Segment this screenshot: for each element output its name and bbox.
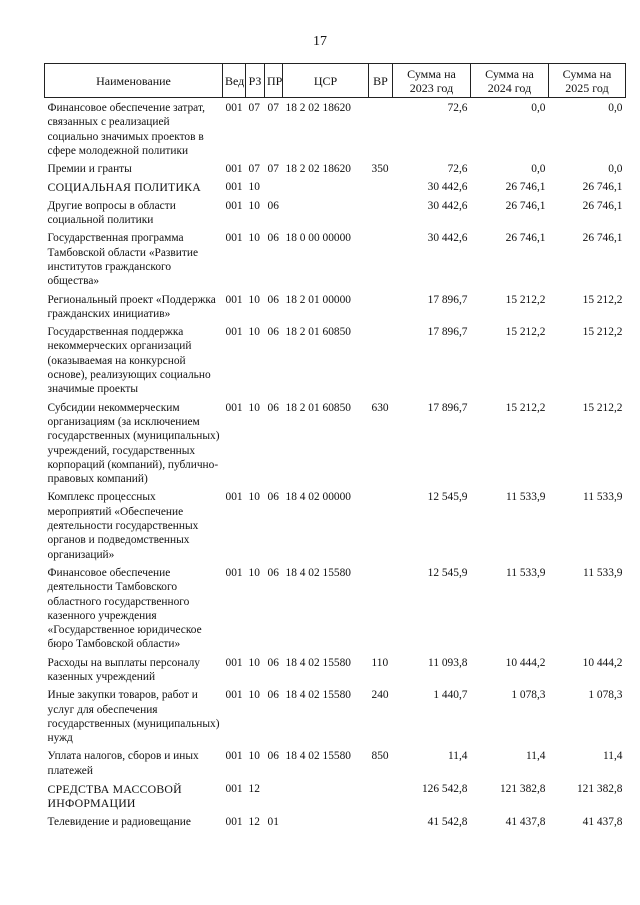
row-rz: 10 bbox=[248, 181, 260, 194]
budget-table bbox=[44, 63, 626, 831]
row-sum-2023: 72,6 bbox=[447, 163, 468, 176]
row-sum-2023: 72,6 bbox=[447, 102, 468, 114]
row-sum-2023: 12 545,9 bbox=[427, 491, 468, 504]
row-rz: 07 bbox=[248, 102, 260, 114]
row-csr: 18 0 00 00000 bbox=[285, 232, 351, 245]
row-rz: 10 bbox=[248, 199, 260, 212]
row-name: СОЦИАЛЬНАЯ ПОЛИТИКА bbox=[47, 180, 201, 195]
row-sum-2023: 17 896,7 bbox=[427, 401, 468, 414]
row-pr bbox=[265, 178, 283, 196]
row-sum-2024: 26 746,1 bbox=[505, 181, 546, 194]
row-sum-2025: 11 533,9 bbox=[583, 491, 623, 504]
header-sum-2023: Сумма на 2023 год bbox=[393, 64, 471, 98]
row-sum-2025: 121 382,8 bbox=[576, 783, 623, 796]
row-pr: 06 bbox=[267, 689, 279, 702]
row-sum-2023: 30 442,6 bbox=[427, 199, 468, 212]
row-sum-2025: 0,0 bbox=[608, 102, 623, 114]
row-name: Телевидение и радиовещание bbox=[47, 815, 191, 828]
row-ved: 001 bbox=[225, 163, 243, 176]
table-row bbox=[45, 197, 626, 230]
row-sum-2024: 26 746,1 bbox=[505, 232, 546, 245]
header-rz: РЗ bbox=[246, 64, 265, 98]
row-name: Расходы на выплаты персоналу казенных учреждений bbox=[47, 656, 200, 683]
table-row bbox=[45, 178, 626, 196]
row-sum-2023: 11,4 bbox=[447, 750, 468, 763]
row-sum-2024: 10 444,2 bbox=[505, 656, 546, 669]
row-sum-2023: 30 442,6 bbox=[427, 232, 468, 245]
header-sum-2025: Сумма на 2025 год bbox=[549, 64, 626, 98]
row-vr: 110 bbox=[371, 656, 389, 669]
row-name: Субсидии некоммерческим организациям (за исключением государственных (муниципальных) учреждений, государственных корпораций (компаний), публично-правовых компаний) bbox=[47, 401, 220, 486]
table-row bbox=[45, 291, 626, 324]
row-name: Региональный проект «Поддержка гражданских инициатив» bbox=[47, 293, 216, 320]
header-vr: ВР bbox=[369, 64, 393, 98]
header-ved: Вед bbox=[223, 64, 246, 98]
row-ved: 001 bbox=[225, 656, 243, 669]
row-ved: 001 bbox=[225, 199, 243, 212]
row-vr bbox=[369, 229, 393, 290]
table-row bbox=[45, 747, 626, 780]
page-number: 17 bbox=[313, 34, 327, 49]
row-sum-2024: 0,0 bbox=[531, 163, 546, 176]
row-csr bbox=[283, 780, 369, 813]
row-sum-2025: 15 212,2 bbox=[582, 326, 623, 339]
row-sum-2025: 10 444,2 bbox=[582, 656, 623, 669]
row-sum-2023: 41 542,8 bbox=[427, 815, 468, 828]
row-name: Финансовое обеспечение затрат, связанных с реализацией социально значимых проектов в сфере молодежной политики bbox=[47, 102, 205, 157]
row-rz: 10 bbox=[248, 566, 260, 579]
row-pr: 06 bbox=[267, 401, 279, 414]
row-sum-2023: 12 545,9 bbox=[427, 566, 468, 579]
row-pr: 07 bbox=[267, 163, 279, 176]
row-pr: 06 bbox=[267, 293, 279, 306]
header-pr: ПР bbox=[265, 64, 283, 98]
row-csr: 18 4 02 15580 bbox=[285, 750, 351, 763]
row-rz: 12 bbox=[248, 815, 260, 828]
row-rz: 10 bbox=[248, 491, 260, 504]
row-sum-2024: 0,0 bbox=[531, 102, 546, 114]
row-ved: 001 bbox=[225, 401, 243, 414]
row-ved: 001 bbox=[225, 326, 243, 339]
row-ved: 001 bbox=[225, 566, 243, 579]
row-csr bbox=[283, 813, 369, 831]
row-sum-2025: 41 437,8 bbox=[582, 815, 623, 828]
row-rz: 10 bbox=[248, 326, 260, 339]
row-pr: 06 bbox=[267, 199, 279, 212]
table-row bbox=[45, 399, 626, 489]
row-pr: 06 bbox=[267, 656, 279, 669]
row-pr: 06 bbox=[267, 326, 279, 339]
row-ved: 001 bbox=[225, 783, 243, 796]
row-vr bbox=[369, 197, 393, 230]
row-ved: 001 bbox=[225, 232, 243, 245]
row-sum-2025: 26 746,1 bbox=[582, 199, 623, 212]
row-sum-2024: 15 212,2 bbox=[505, 293, 546, 306]
row-name: Финансовое обеспечение деятельности Тамбовского областного государственного казенного учреждения «Государственное юридическое бюро Тамбовской области» bbox=[47, 566, 202, 651]
row-csr: 18 4 02 15580 bbox=[285, 566, 351, 579]
row-csr: 18 4 02 15580 bbox=[285, 656, 351, 669]
row-sum-2023: 126 542,8 bbox=[421, 783, 468, 796]
header-sum-2024: Сумма на 2024 год bbox=[471, 64, 549, 98]
header-name: Наименование bbox=[45, 64, 223, 98]
table-row bbox=[45, 160, 626, 178]
row-ved: 001 bbox=[225, 293, 243, 306]
row-rz: 10 bbox=[248, 656, 260, 669]
row-ved: 001 bbox=[225, 181, 243, 194]
table-row bbox=[45, 813, 626, 831]
row-csr bbox=[283, 197, 369, 230]
row-pr bbox=[265, 780, 283, 813]
row-rz: 10 bbox=[248, 750, 260, 763]
row-vr: 350 bbox=[371, 163, 389, 176]
row-pr: 06 bbox=[267, 232, 279, 245]
row-csr: 18 2 02 18620 bbox=[285, 102, 351, 114]
row-vr bbox=[369, 780, 393, 813]
table-row bbox=[45, 686, 626, 747]
row-sum-2023: 11 093,8 bbox=[428, 656, 468, 669]
row-vr: 850 bbox=[371, 750, 389, 763]
row-vr bbox=[369, 291, 393, 324]
row-sum-2023: 30 442,6 bbox=[427, 181, 468, 194]
row-sum-2024: 11 533,9 bbox=[506, 491, 546, 504]
row-vr bbox=[369, 178, 393, 196]
row-name: Комплекс процессных мероприятий «Обеспечение деятельности государственных органов и подведомственных организаций» bbox=[47, 491, 199, 561]
row-sum-2024: 26 746,1 bbox=[505, 199, 546, 212]
row-csr: 18 2 01 60850 bbox=[285, 401, 351, 414]
row-pr: 06 bbox=[267, 491, 279, 504]
table-row bbox=[45, 323, 626, 398]
row-csr: 18 2 01 60850 bbox=[285, 326, 351, 339]
row-name: Иные закупки товаров, работ и услуг для обеспечения государственных (муниципальных) нужд bbox=[47, 689, 220, 745]
row-sum-2025: 11,4 bbox=[602, 750, 623, 763]
row-csr bbox=[283, 178, 369, 196]
table-row bbox=[45, 780, 626, 813]
row-sum-2024: 11 533,9 bbox=[506, 566, 546, 579]
row-sum-2024: 121 382,8 bbox=[499, 783, 546, 796]
row-vr bbox=[369, 98, 393, 161]
row-ved: 001 bbox=[225, 689, 243, 702]
row-vr bbox=[369, 323, 393, 398]
row-vr: 630 bbox=[371, 401, 389, 414]
row-sum-2024: 41 437,8 bbox=[505, 815, 546, 828]
row-sum-2024: 11,4 bbox=[525, 750, 546, 763]
row-sum-2025: 15 212,2 bbox=[582, 293, 623, 306]
row-csr: 18 2 01 00000 bbox=[285, 293, 351, 306]
row-pr: 06 bbox=[267, 750, 279, 763]
table-row bbox=[45, 564, 626, 654]
table-row bbox=[45, 488, 626, 563]
row-rz: 10 bbox=[248, 232, 260, 245]
row-pr: 06 bbox=[267, 566, 279, 579]
row-vr bbox=[369, 488, 393, 563]
row-sum-2025: 1 078,3 bbox=[588, 689, 623, 702]
row-pr: 01 bbox=[267, 815, 279, 828]
row-name: Государственная поддержка некоммерческих организаций (оказываемая на конкурсной основе), реализующих социально значимые проекты bbox=[47, 326, 211, 396]
row-sum-2023: 17 896,7 bbox=[427, 326, 468, 339]
row-csr: 18 4 02 15580 bbox=[285, 689, 351, 702]
row-csr: 18 4 02 00000 bbox=[285, 491, 351, 504]
row-name: СРЕДСТВА МАССОВОЙ ИНФОРМАЦИИ bbox=[47, 782, 182, 811]
row-sum-2025: 26 746,1 bbox=[582, 181, 623, 194]
row-ved: 001 bbox=[225, 815, 243, 828]
row-sum-2023: 1 440,7 bbox=[433, 689, 468, 702]
header-csr: ЦСР bbox=[283, 64, 369, 98]
table-row bbox=[45, 229, 626, 290]
row-ved: 001 bbox=[225, 750, 243, 763]
row-sum-2024: 1 078,3 bbox=[511, 689, 546, 702]
row-sum-2025: 11 533,9 bbox=[583, 566, 623, 579]
row-name: Уплата налогов, сборов и иных платежей bbox=[47, 750, 199, 777]
row-sum-2025: 0,0 bbox=[608, 163, 623, 176]
row-rz: 12 bbox=[248, 783, 260, 796]
row-ved: 001 bbox=[225, 102, 243, 114]
row-rz: 10 bbox=[248, 293, 260, 306]
row-rz: 10 bbox=[248, 689, 260, 702]
row-pr: 07 bbox=[267, 102, 279, 114]
row-sum-2024: 15 212,2 bbox=[505, 326, 546, 339]
row-vr bbox=[369, 564, 393, 654]
row-vr bbox=[369, 813, 393, 831]
row-sum-2025: 26 746,1 bbox=[582, 232, 623, 245]
row-name: Государственная программа Тамбовской области «Развитие институтов гражданского общества» bbox=[47, 232, 199, 288]
row-sum-2023: 17 896,7 bbox=[427, 293, 468, 306]
row-name: Другие вопросы в области социальной политики bbox=[47, 199, 176, 227]
table-row bbox=[45, 98, 626, 161]
table-row bbox=[45, 654, 626, 687]
row-csr: 18 2 02 18620 bbox=[285, 163, 351, 176]
row-sum-2024: 15 212,2 bbox=[505, 401, 546, 414]
table-header-row bbox=[45, 64, 626, 98]
row-rz: 10 bbox=[248, 401, 260, 414]
row-rz: 07 bbox=[248, 163, 260, 176]
row-vr: 240 bbox=[371, 689, 389, 702]
row-name: Премии и гранты bbox=[47, 163, 132, 176]
row-sum-2025: 15 212,2 bbox=[582, 401, 623, 414]
row-ved: 001 bbox=[225, 491, 243, 504]
